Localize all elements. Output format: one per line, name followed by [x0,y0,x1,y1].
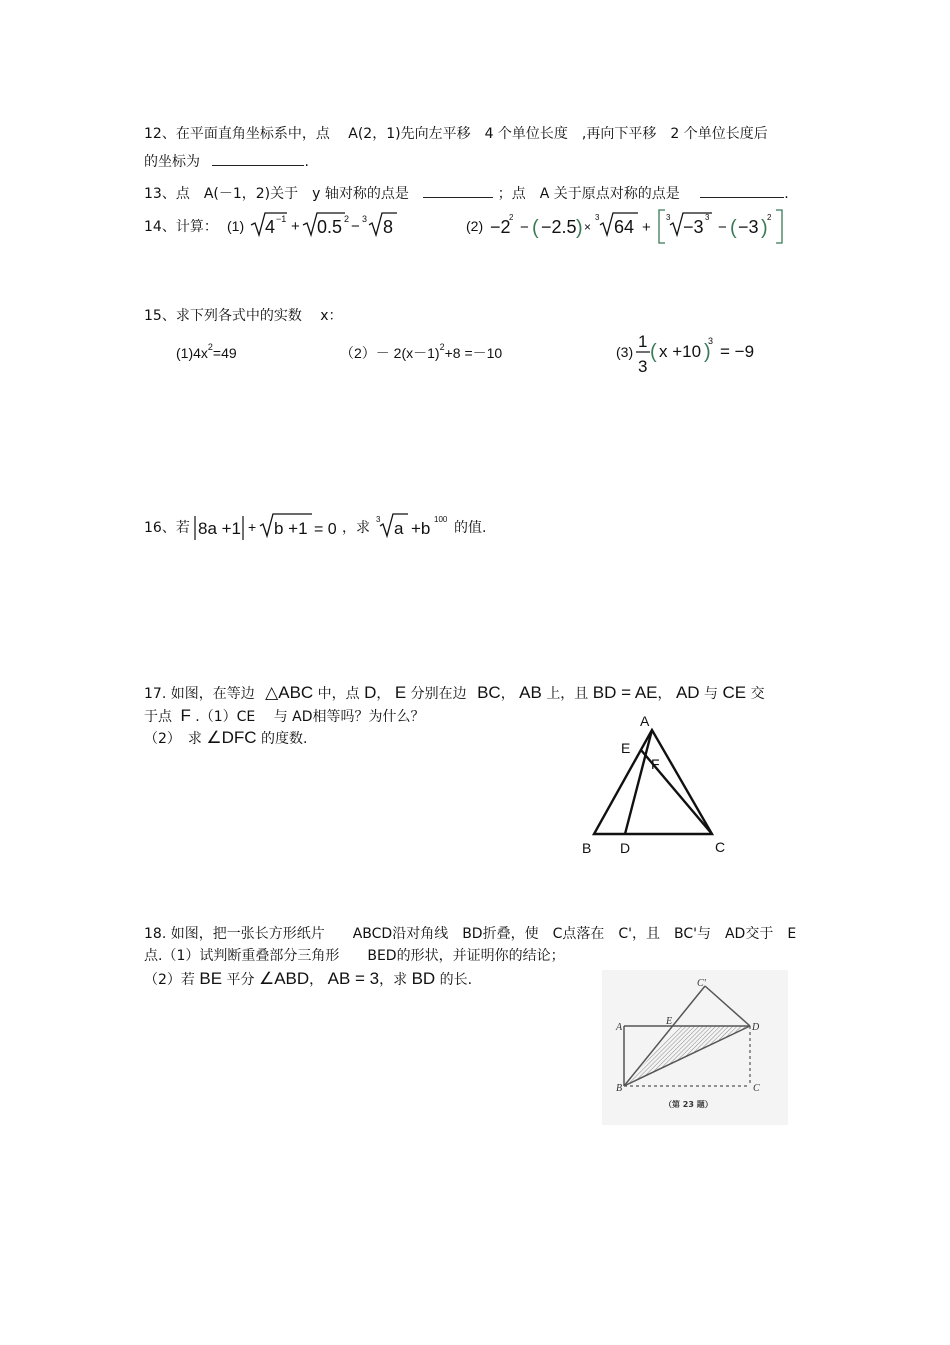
q18-bd: BD [411,969,436,988]
q15-p3-body: x +10 [659,342,702,361]
q17-text: 上，且 [546,686,589,702]
minus-sign: − [520,219,529,236]
q12-line2-text: 的坐标为 [144,154,200,170]
q16-exp: 100 [434,515,448,524]
q17-ab: AB [519,683,542,702]
q17-d: D [364,683,377,702]
q13-part1: 13、点 A(－1，2)关于 y 轴对称的点是 [144,186,409,202]
q14-p2-c-index: 3 [595,213,600,222]
q17-text: 中，点 [317,686,360,702]
q17-text: .（1）CE 与 AD相等吗？为什么？ [195,709,425,725]
q14-p2-d: −3 [683,217,704,237]
q16-sqrt: b +1 [274,519,308,538]
left-paren: ( [730,217,737,239]
q18-line2: 点.（1）试判断重叠部分三角形 BED的形状，并证明你的结论； [144,948,565,964]
label-e: E [666,1016,673,1027]
label-b: B [582,840,592,856]
minus-sign: − [351,218,360,235]
minus-sign: − [718,219,727,236]
answer-blank [212,152,304,166]
q18-text: ， [309,972,324,988]
right-paren: ) [761,217,768,239]
q14-p1-c-index: 3 [362,214,368,224]
q12-line1: 12、在平面直角坐标系中，点 A(2，1)先向左平移 4 个单位长度 ,再向下平移 2 个单位长度后 [144,126,768,142]
right-bracket [776,210,782,243]
right-paren: ) [704,341,711,363]
q18-text: （2）若 [144,972,195,988]
q16-line [140,508,500,544]
q17-f: F [180,706,191,725]
q13-line: 13、点 A(－1，2)关于 y 轴对称的点是 ；点 A 关于原点对称的点是 . [144,186,789,202]
q14-p2-label: (2) [466,218,484,234]
q14-p2-e: −3 [738,217,759,237]
q15-p1-rest: =49 [212,345,237,361]
q16-plus-b: +b [411,519,431,538]
q14-p2-e-exp: 2 [767,213,772,222]
q15-p3-exp: 3 [708,336,714,346]
q17-angle: ∠DFC [206,728,257,747]
q16-tail: 的值. [454,520,487,536]
q14-p2-c: 64 [614,217,635,237]
label-a: A [640,713,650,729]
q14-p1-a-exp: −1 [276,214,287,224]
plus-sign: + [248,519,257,535]
q15-prompt: 15、求下列各式中的实数 x： [144,308,343,324]
q14-p1-a: 4 [265,217,276,237]
q18-line3 [144,970,472,989]
q17-bd-ae: BD = AE [592,683,658,702]
q17-text: 交 [750,686,765,702]
plus-sign: + [291,218,300,235]
fraction-denominator: 3 [638,357,648,376]
q17-line2 [144,707,425,726]
q15-p1: (1)4x [176,345,208,361]
q17-triangle-figure [570,708,740,863]
q18-text: ，求 [379,972,408,988]
q14-label: 14、计算： [144,219,218,235]
q17-text: 17. 如图，在等边 [144,686,255,702]
label-c-prime: C' [697,978,706,989]
q17-text: 的度数. [261,731,308,747]
q14-p1-c: 8 [383,217,394,237]
q14-p2-a-exp: 2 [509,213,514,222]
q16-mid: ，求 [342,520,370,536]
left-paren: ( [650,341,657,363]
q18-text: 平分 [226,972,255,988]
left-bracket [659,210,665,243]
q17-ce: CE [722,683,747,702]
q15-p3-rest: = −9 [720,342,755,361]
q15-p2-exp: 2 [439,342,445,352]
q16-lead: 16、若 [144,520,190,536]
label-d: D [752,1022,760,1033]
q14-p2-d-index: 3 [666,213,671,222]
label-c: C [715,839,726,855]
answer-blank [700,184,784,198]
right-paren: ) [576,217,583,239]
q17-text: 于点 [144,709,172,725]
label-b: B [616,1083,623,1094]
q17-e: E [394,683,407,702]
q14-p2-b: −2.5 [541,217,577,237]
q16-eq: = 0 [314,521,337,538]
q17-comma: ， [376,686,391,702]
q17-line3 [144,729,307,748]
q15-part2 [340,344,502,364]
q17-text: （2） 求 [144,731,202,747]
label-c: C [753,1083,760,1094]
q14-p2-a: −2 [490,217,511,237]
left-paren: ( [532,217,539,239]
q14-expression-1 [225,205,405,241]
q18-abd: ∠ABD [258,969,310,988]
label-f: F [651,756,660,772]
q17-comma: ， [500,686,515,702]
fraction-numerator: 1 [638,332,648,351]
q14-expression-2 [464,205,794,245]
q14-p2-times: × [584,220,592,234]
q18-line1: 18. 如图，把一张长方形纸片 ABCD沿对角线 BD折叠，使 C点落在 C'，且 BC'与 AD交于 E [144,926,797,942]
q17-triangle: △ABC [265,683,314,702]
q17-comma: ， [657,686,672,702]
q17-bc: BC [477,683,501,702]
q18-text: 的长. [439,972,473,988]
answer-blank [423,184,493,198]
q15-part3 [614,326,774,378]
triangle-abc [594,730,712,834]
plus-sign: + [642,219,651,236]
q18-ab3: AB = 3 [327,969,380,988]
q16-cbrt-index: 3 [376,515,381,524]
q15-part1 [176,344,237,364]
q16-cbrt: a [394,519,404,538]
q14-p1-label: (1) [227,218,245,234]
q12-line2: 的坐标为 . [144,154,309,170]
q17-text: 分别在边 [410,686,467,702]
q14-p1-b-exp: 2 [344,214,350,224]
q14-p2-d-exp: 3 [705,213,710,222]
label-e: E [621,740,631,756]
q15-p3-label: (3) [616,344,634,360]
q17-text: 与 [704,686,719,702]
q18-folded-rectangle-figure [602,970,788,1125]
figure-caption: （第 23 题） [664,1100,713,1109]
q17-ad: AD [675,683,700,702]
label-d: D [620,840,631,856]
q15-p2-rest: +8 =－10 [444,345,503,361]
q13-part2: ；点 A 关于原点对称的点是 [497,186,680,202]
q14-p1-b: 0.5 [317,217,343,237]
q17-line1 [144,684,765,703]
label-a: A [616,1022,623,1033]
q18-be: BE [199,969,223,988]
q16-abs: 8a +1 [198,519,242,538]
q15-p1-exp: 2 [207,342,213,352]
q15-p2: （2）－ 2(x－1) [340,345,440,361]
